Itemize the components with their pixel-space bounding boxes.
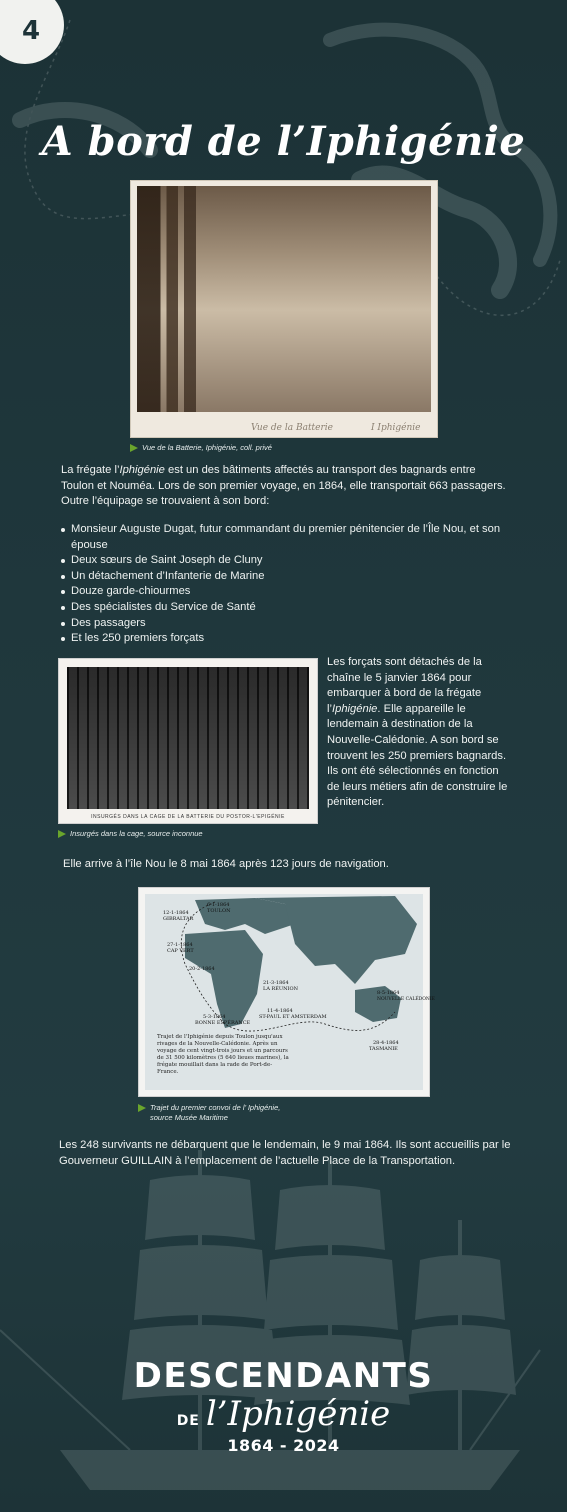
map-label: 28-4-1864: [373, 1040, 399, 1046]
passenger-list: [60, 522, 516, 647]
side-paragraph: Les forçats sont détachés de la chaîne le 5 janvier 1864 pour embarquer à bord de la frégate l’Iphigénie. Elle appareille le lendemain à destination de la Nouvelle-Calédonie. A son bord se trouvent les 250 premiers bagnards. Ils ont été sélectionnés en fonction de leurs métiers afin de construire le pénitencier.: [327, 656, 508, 809]
map-label: TASMANIE: [369, 1046, 398, 1052]
closing-paragraph: Les 248 survivants ne débarquent que le lendemain, le 9 mai 1864. Ils sont accueillis par le Gouverneur GUILLAIN à l’emplacement de l’actuelle Place de la Transportation.: [59, 1139, 511, 1167]
map-label: 11-4-1864: [267, 1008, 293, 1014]
engraving-caption: INSURGÉS DANS LA CAGE DE LA BATTERIE DU POSTOR-L'EPIGÉNIE: [91, 814, 285, 820]
footer-de: DE: [176, 1413, 200, 1429]
list-item: Un détachement d’Infanterie de Marine: [71, 569, 516, 585]
cage-photo-caption: [58, 829, 203, 839]
map-label: GIBRALTAR: [163, 916, 194, 922]
photo-handwritten-ship: I Iphigénie: [371, 423, 421, 433]
panel-number: 4: [21, 16, 41, 46]
battery-photo-caption: [130, 443, 272, 453]
map-label: 20-2-1864: [189, 966, 215, 972]
map-label: 27-1-1864: [167, 942, 193, 948]
cage-engraving: [58, 658, 318, 824]
map-label: 21-3-1864: [263, 980, 289, 986]
map-label: LA RÉUNION: [263, 986, 298, 992]
list-item: Douze garde-chiourmes: [71, 584, 516, 600]
battery-photo: [130, 180, 438, 438]
list-item: Des passagers: [71, 616, 516, 632]
caption-arrow-icon: [130, 444, 138, 452]
caption-arrow-icon: [58, 830, 66, 838]
map-label: TOULON: [207, 908, 231, 914]
map-caption: [138, 1103, 280, 1123]
caption-text: Vue de la Batterie, Iphigénie, coll. privé: [142, 443, 272, 452]
photo-handwritten-label: Vue de la Batterie: [251, 423, 334, 433]
map-label: ST-PAUL ET AMSTERDAM: [259, 1014, 327, 1020]
caption-text: Trajet du premier convoi de l’ Iphigénie,: [150, 1103, 281, 1112]
footer-logo: [0, 1356, 567, 1455]
map-label: 5-3-1864: [203, 1014, 226, 1020]
list-item: Et les 250 premiers forçats: [71, 631, 516, 647]
caption-arrow-icon: [138, 1104, 146, 1112]
cage-engraving-image: [67, 667, 309, 809]
map-label: NOUVELLE CALÉDONIE: [377, 997, 435, 1002]
map-label: 6-1-1864: [207, 902, 230, 908]
footer-ship-name: l’Iphigénie: [205, 1394, 391, 1434]
list-item: Des spécialistes du Service de Santé: [71, 600, 516, 616]
map-note: Trajet de l'Iphigénie depuis Toulon jusqu'aux rivages de la Nouvelle-Calédonie. Après un voyage de cent vingt-trois jours et un parcours de 31 500 kilomètres (5 640 lieues marines), la frégate mouillait dans la rade de Port-de-France.: [157, 1034, 289, 1075]
map-label: BONNE ESPÉRANCE: [195, 1020, 251, 1026]
background-ship-silhouette: [0, 1150, 567, 1512]
footer-brand: DESCENDANTS: [133, 1356, 434, 1396]
page-title: A bord de l’Iphigénie: [41, 118, 526, 165]
battery-photo-image: [137, 186, 431, 412]
map-label: 8-5-1864: [377, 990, 400, 996]
map-label: 12-1-1864: [163, 910, 189, 916]
arrival-paragraph: Elle arrive à l’île Nou le 8 mai 1864 après 123 jours de navigation.: [63, 858, 389, 870]
list-item: Deux sœurs de Saint Joseph de Cluny: [71, 553, 516, 569]
caption-text: source Musée Maritime: [150, 1113, 228, 1122]
footer-dates: 1864 - 2024: [227, 1436, 340, 1455]
map-label: CAP VERT: [167, 948, 194, 954]
voyage-map: [138, 887, 435, 1097]
intro-paragraph: La frégate l’Iphigénie est un des bâtiments affectés au transport des bagnards entre Toulon et Nouméa. Lors de son premier voyage, en 1864, elle transportait 663 passagers. Outre l’équipage se trouvaient à son bord:: [61, 464, 506, 508]
list-item: Monsieur Auguste Dugat, futur commandant du premier pénitencier de l’Île Nou, et son épouse: [71, 522, 516, 553]
caption-text: Insurgés dans la cage, source inconnue: [70, 829, 203, 838]
